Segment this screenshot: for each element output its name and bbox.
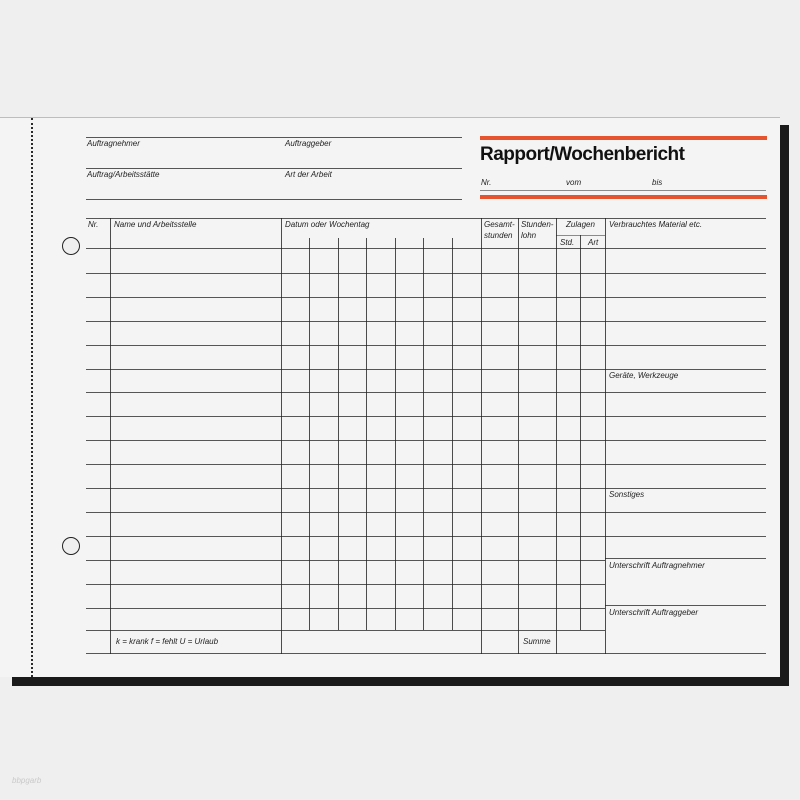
section-unterschrift-auftraggeber: Unterschrift Auftraggeber xyxy=(609,608,699,617)
watermark: bbpgarb xyxy=(12,776,42,785)
accent-bar-bottom xyxy=(480,195,767,199)
footer-legend: k = krank f = fehlt U = Urlaub xyxy=(116,637,219,646)
section-unterschrift-auftragnehmer: Unterschrift Auftragnehmer xyxy=(609,561,705,570)
footer-summe: Summe xyxy=(523,637,551,646)
col-header-std: Std. xyxy=(560,238,575,247)
label-auftraggeber: Auftraggeber xyxy=(285,139,332,148)
col-header-material: Verbrauchtes Material etc. xyxy=(609,220,703,229)
label-vom: vom xyxy=(566,178,582,187)
section-geraete: Geräte, Werkzeuge xyxy=(609,371,679,380)
label-bis: bis xyxy=(652,178,663,187)
col-header-name: Name und Arbeitsstelle xyxy=(114,220,197,229)
label-nr: Nr. xyxy=(481,178,492,187)
col-header-gesamt-2: stunden xyxy=(484,231,513,240)
col-header-zulagen: Zulagen xyxy=(566,220,595,229)
col-header-nr: Nr. xyxy=(88,220,99,229)
col-header-art: Art xyxy=(588,238,599,247)
col-header-datum: Datum oder Wochentag xyxy=(285,220,370,229)
col-header-stunden-1: Stunden- xyxy=(521,220,554,229)
label-art-der-arbeit: Art der Arbeit xyxy=(285,170,332,179)
section-sonstiges: Sonstiges xyxy=(609,490,645,499)
label-auftrag-arbeitsstaette: Auftrag/Arbeitsstätte xyxy=(87,170,160,179)
accent-bar-top xyxy=(480,136,767,140)
col-header-gesamt-1: Gesamt- xyxy=(484,220,515,229)
form-title: Rapport/Wochenbericht xyxy=(480,144,685,165)
col-header-stunden-2: lohn xyxy=(521,231,537,240)
label-auftragnehmer: Auftragnehmer xyxy=(87,139,140,148)
